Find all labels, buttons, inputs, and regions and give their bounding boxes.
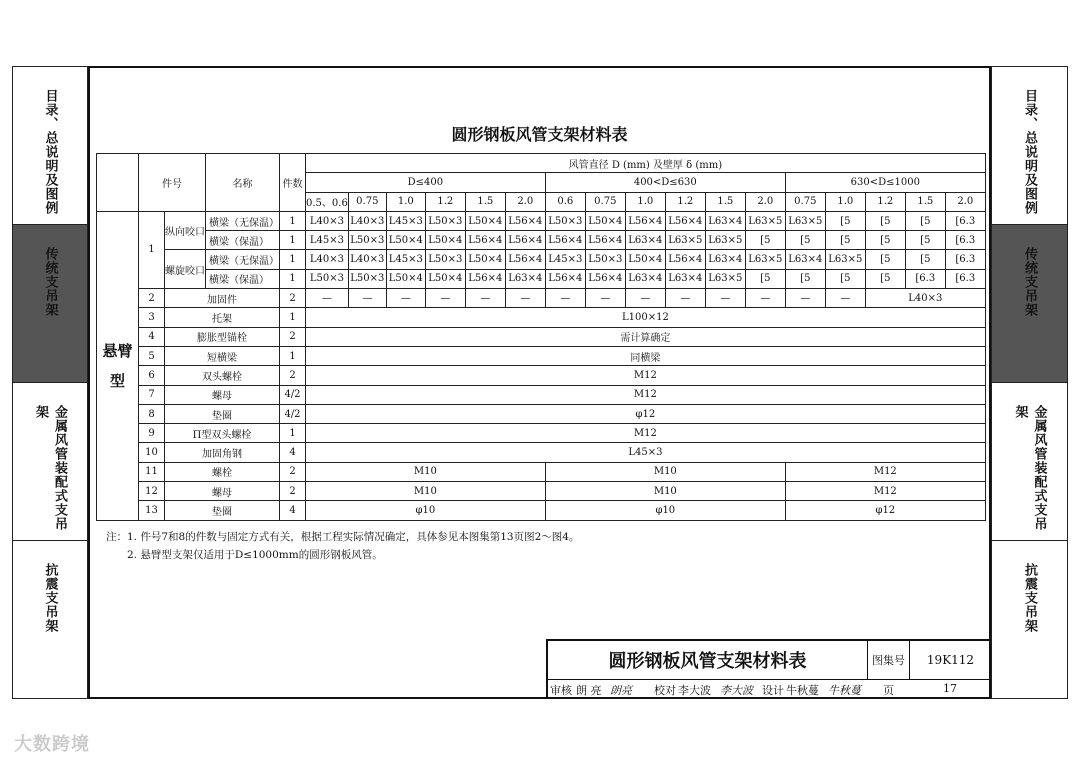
item-name: 加固角钢 — [165, 443, 280, 462]
spec-value: [5 — [825, 211, 865, 230]
spec-value: M12 — [785, 482, 985, 501]
spec-value: L63×4 — [705, 211, 745, 230]
item-number: 9 — [139, 424, 165, 443]
spec-value: — — [665, 289, 705, 308]
spec-value: L63×4 — [705, 250, 745, 269]
thickness-header: 1.0 — [386, 192, 425, 211]
thickness-header: 1.0 — [625, 192, 665, 211]
checker-name: 李大波 — [678, 684, 711, 697]
spec-value: L56×4 — [505, 231, 545, 250]
spec-value: [5 — [865, 250, 905, 269]
spec-value: — — [465, 289, 505, 308]
item-number: 13 — [139, 501, 165, 520]
spec-value: [5 — [865, 211, 905, 230]
spec-value: [6.3 — [945, 269, 985, 288]
spec-value: L50×4 — [465, 250, 505, 269]
checker-signature: 李大波 — [720, 684, 753, 697]
spec-value: — — [348, 289, 386, 308]
thickness-header: 1.5 — [705, 192, 745, 211]
table-row — [97, 346, 986, 365]
thickness-header: 2.0 — [745, 192, 785, 211]
item-number: 7 — [139, 385, 165, 404]
spec-value: L50×4 — [386, 231, 425, 250]
spec-value: L56×4 — [545, 269, 585, 288]
table-row — [97, 443, 986, 462]
table-row — [97, 482, 986, 501]
spec-value: M12 — [306, 366, 986, 385]
item-count: 1 — [280, 269, 306, 288]
spec-value: [5 — [825, 231, 865, 250]
thickness-header: 0.75 — [585, 192, 625, 211]
item-name: 托架 — [165, 308, 280, 327]
spec-value: [5 — [745, 231, 785, 250]
spec-value: — — [705, 289, 745, 308]
item-name: 加固件 — [165, 289, 280, 308]
spec-value: [6.3 — [945, 231, 985, 250]
spec-value: — — [745, 289, 785, 308]
spec-value: L50×3 — [425, 250, 465, 269]
spec-value: [6.3 — [945, 250, 985, 269]
spec-value: M10 — [545, 462, 785, 481]
item-name: 螺母 — [165, 385, 280, 404]
spec-value: L56×4 — [665, 211, 705, 230]
spec-value: M10 — [306, 462, 546, 481]
seam-type: 螺旋咬口 — [165, 250, 206, 289]
spec-value: L63×4 — [665, 269, 705, 288]
spec-value: L56×4 — [505, 250, 545, 269]
check-label: 校对 — [654, 684, 676, 697]
spec-value: L50×4 — [585, 211, 625, 230]
item-count: 2 — [280, 482, 306, 501]
spec-value: M10 — [306, 482, 546, 501]
thickness-header: 1.2 — [865, 192, 905, 211]
spec-value: L50×3 — [425, 211, 465, 230]
spec-value: — — [425, 289, 465, 308]
spec-value: L45×3 — [386, 211, 425, 230]
item-count: 2 — [280, 327, 306, 346]
table-row — [97, 289, 986, 308]
table-row — [97, 462, 986, 481]
spec-value: L56×4 — [585, 269, 625, 288]
thickness-header: 2.0 — [505, 192, 545, 211]
spec-value: M12 — [306, 424, 986, 443]
table-row — [97, 269, 986, 288]
item-name: 垫圈 — [165, 404, 280, 423]
item-number: 10 — [139, 443, 165, 462]
item-count: 4/2 — [280, 385, 306, 404]
spec-value: L40×3 — [348, 211, 386, 230]
spec-value: M12 — [306, 385, 986, 404]
table-row — [97, 404, 986, 423]
spec-value: — — [785, 289, 825, 308]
table-row — [97, 154, 986, 173]
spec-value: L45×3 — [386, 250, 425, 269]
spec-value: [6.3 — [905, 269, 945, 288]
item-number: 12 — [139, 482, 165, 501]
item-number: 4 — [139, 327, 165, 346]
spec-value: L63×5 — [785, 211, 825, 230]
seam-type: 纵向咬口 — [165, 211, 206, 250]
spec-value: L56×4 — [625, 211, 665, 230]
item-number: 1 — [139, 211, 165, 288]
item-name: 横梁（无保温） — [206, 211, 280, 230]
thickness-header: 1.2 — [665, 192, 705, 211]
spec-value: φ12 — [306, 404, 986, 423]
item-count: 2 — [280, 462, 306, 481]
item-name: 横梁（保温） — [206, 231, 280, 250]
page-number: 17 — [943, 682, 957, 695]
tab-seismic-hangers[interactable]: 抗震支吊架 — [42, 563, 58, 633]
spec-value: L50×4 — [386, 269, 425, 288]
left-section-tabs — [12, 66, 88, 699]
spec-value: L56×4 — [545, 231, 585, 250]
item-name: 膨胀型锚栓 — [165, 327, 280, 346]
count-header: 件数 — [280, 154, 306, 212]
tab-contents[interactable]: 目录、总说明及图例 — [13, 67, 87, 225]
spec-value: [5 — [745, 269, 785, 288]
item-count: 1 — [280, 424, 306, 443]
page-label: 页 — [883, 684, 894, 697]
spec-value: [5 — [825, 269, 865, 288]
thickness-header: 0.75 — [785, 192, 825, 211]
spec-value: — — [825, 289, 865, 308]
item-count: 1 — [280, 231, 306, 250]
spec-value: L63×5 — [825, 250, 865, 269]
thickness-header: 0.5、0.6 — [306, 192, 349, 211]
item-number: 8 — [139, 404, 165, 423]
spec-value: L63×5 — [705, 231, 745, 250]
spec-value: — — [545, 289, 585, 308]
spec-value: L40×3 — [306, 211, 349, 230]
spec-value: 需计算确定 — [306, 327, 986, 346]
thickness-header: 1.5 — [465, 192, 505, 211]
item-count: 1 — [280, 250, 306, 269]
diameter-header: 风管直径 D (mm) 及壁厚 δ (mm) — [306, 154, 986, 173]
table-row — [97, 385, 986, 404]
spec-value: φ10 — [545, 501, 785, 520]
spec-value: [6.3 — [945, 211, 985, 230]
spec-value: — — [505, 289, 545, 308]
spec-value: φ12 — [785, 501, 985, 520]
spec-value: L63×4 — [625, 231, 665, 250]
spec-value: L100×12 — [306, 308, 986, 327]
spec-value: L50×4 — [625, 250, 665, 269]
spec-value: L63×4 — [785, 250, 825, 269]
spec-value: L56×4 — [465, 231, 505, 250]
spec-value: L40×3 — [348, 250, 386, 269]
item-number: 5 — [139, 346, 165, 365]
spec-value: [5 — [785, 269, 825, 288]
item-number: 3 — [139, 308, 165, 327]
item-number: 11 — [139, 462, 165, 481]
type-label: 悬臂型 — [97, 211, 139, 520]
spec-value: 同横梁 — [306, 346, 986, 365]
group-d1000: 630<D≤1000 — [785, 173, 985, 192]
item-count: 4 — [280, 501, 306, 520]
spec-value: — — [585, 289, 625, 308]
item-count: 4 — [280, 443, 306, 462]
notes — [106, 528, 579, 564]
item-name: 垫圈 — [165, 501, 280, 520]
spec-value: [5 — [905, 250, 945, 269]
spec-value: [5 — [905, 231, 945, 250]
item-count: 1 — [280, 346, 306, 365]
note-2: 2. 悬臂型支架仅适用于D≤1000mm的圆形钢板风管。 — [106, 549, 383, 561]
spec-value: L63×4 — [505, 269, 545, 288]
spec-value: L63×5 — [745, 250, 785, 269]
spec-value: L63×5 — [745, 211, 785, 230]
spec-value: L50×3 — [348, 269, 386, 288]
spec-value: M10 — [545, 482, 785, 501]
spec-value: — — [386, 289, 425, 308]
design-label: 设计 — [762, 684, 784, 697]
item-count: 4/2 — [280, 404, 306, 423]
spec-value: L63×4 — [625, 269, 665, 288]
tab-traditional-hangers[interactable]: 传统支吊架 — [992, 225, 1067, 383]
spec-value: M12 — [785, 462, 985, 481]
type-column-head — [97, 154, 139, 212]
table-row — [97, 308, 986, 327]
item-count: 1 — [280, 308, 306, 327]
name-header: 名称 — [206, 154, 280, 212]
tab-traditional-hangers[interactable]: 传统支吊架 — [13, 225, 87, 383]
tab-assembled-hangers[interactable]: 金属风管装配式支吊架 — [992, 383, 1067, 541]
item-name: 短横梁 — [165, 346, 280, 365]
spec-value: L56×4 — [505, 211, 545, 230]
spec-value: [5 — [865, 231, 905, 250]
spec-value: [5 — [865, 269, 905, 288]
spec-value: L50×3 — [585, 250, 625, 269]
item-name: Π型双头螺栓 — [165, 424, 280, 443]
tab-assembled-hangers[interactable]: 金属风管装配式支吊架 — [13, 383, 87, 541]
reviewer-name: 朗 亮 — [576, 684, 602, 697]
spec-value: L56×4 — [665, 250, 705, 269]
spec-value: L56×4 — [465, 269, 505, 288]
spec-value: L45×3 — [306, 443, 986, 462]
item-number: 2 — [139, 289, 165, 308]
note-1: 注：1. 件号7和8的件数与固定方式有关，根据工程实际情况确定，具体参见本图集第13页图2～图4。 — [106, 531, 580, 543]
thickness-header: 1.0 — [825, 192, 865, 211]
designer-name: 牛秋蔓 — [786, 684, 819, 697]
spec-value: L50×3 — [306, 269, 349, 288]
item-name: 螺母 — [165, 482, 280, 501]
thickness-header: 1.2 — [425, 192, 465, 211]
tab-contents[interactable]: 目录、总说明及图例 — [992, 67, 1067, 225]
spec-value: [5 — [905, 211, 945, 230]
table-row — [97, 231, 986, 250]
right-section-tabs — [991, 66, 1068, 699]
signature-row — [548, 680, 991, 699]
item-count: 1 — [280, 211, 306, 230]
table-row — [97, 327, 986, 346]
watermark-logo: 大数跨境 — [14, 734, 90, 755]
group-d400: D≤400 — [306, 173, 546, 192]
spec-value: L63×5 — [705, 269, 745, 288]
spec-value: — — [625, 289, 665, 308]
spec-value: L50×4 — [425, 269, 465, 288]
item-number: 6 — [139, 366, 165, 385]
spec-value: L50×4 — [425, 231, 465, 250]
group-d630: 400<D≤630 — [545, 173, 785, 192]
item-count: 2 — [280, 366, 306, 385]
item-name: 双头螺栓 — [165, 366, 280, 385]
spec-value: L56×4 — [585, 231, 625, 250]
spec-value: L50×3 — [545, 211, 585, 230]
atlas-number: 19K112 — [910, 641, 991, 680]
table-row — [97, 366, 986, 385]
designer-signature: 牛秋蔓 — [828, 684, 861, 697]
item-name: 横梁（保温） — [206, 269, 280, 288]
item-name: 横梁（无保温） — [206, 250, 280, 269]
spec-value: L45×3 — [545, 250, 585, 269]
page-title: 圆形钢板风管支架材料表 — [451, 125, 628, 144]
table-row — [97, 501, 986, 520]
reviewer-signature: 朗亮 — [610, 684, 632, 697]
thickness-header: 0.6 — [545, 192, 585, 211]
spec-value: L63×5 — [665, 231, 705, 250]
item-count: 2 — [280, 289, 306, 308]
table-row — [97, 250, 986, 269]
spec-value: L40×3 — [865, 289, 985, 308]
thickness-header: 2.0 — [945, 192, 985, 211]
spec-value: φ10 — [306, 501, 546, 520]
title-block-title: 圆形钢板风管支架材料表 — [548, 641, 868, 680]
material-table — [96, 153, 986, 521]
spec-value: L50×3 — [348, 231, 386, 250]
spec-value: L45×3 — [306, 231, 349, 250]
review-label: 审核 — [550, 684, 572, 697]
spec-value: [5 — [785, 231, 825, 250]
table-row — [97, 424, 986, 443]
atlas-label: 图集号 — [868, 641, 910, 680]
thickness-header: 1.5 — [905, 192, 945, 211]
thickness-header: 0.75 — [348, 192, 386, 211]
spec-value: — — [306, 289, 349, 308]
title-block — [546, 639, 991, 699]
tab-seismic-hangers[interactable]: 抗震支吊架 — [1022, 563, 1037, 633]
item-no-header: 件号 — [139, 154, 206, 212]
spec-value: L40×3 — [306, 250, 349, 269]
item-name: 螺栓 — [165, 462, 280, 481]
table-row — [97, 211, 986, 230]
spec-value: L50×4 — [465, 211, 505, 230]
